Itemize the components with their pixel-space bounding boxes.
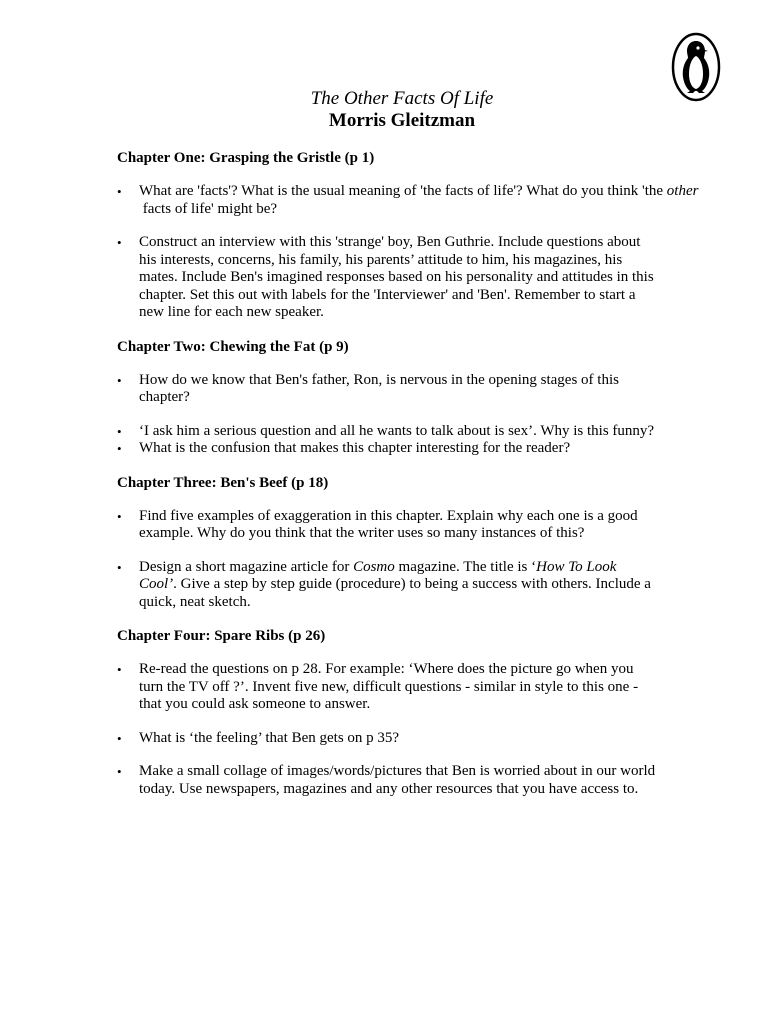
list-item bbox=[117, 508, 657, 543]
list-item-text: Make a small collage of images/words/pictures that Ben is worried about in our world today. Use newspapers, magazines and any other resources that you have access to. bbox=[139, 763, 656, 797]
document-title: The Other Facts Of Life bbox=[310, 88, 494, 109]
list-item bbox=[117, 183, 699, 218]
bullet-icon: • bbox=[117, 372, 122, 388]
document-author: Morris Gleitzman bbox=[328, 110, 476, 131]
list-item-text: What are 'facts'? What is the usual meaning of 'the facts of life'? What do you think 'the other facts of life' might be? bbox=[139, 183, 699, 217]
bullet-icon: • bbox=[117, 559, 122, 575]
emphasis-text: other bbox=[666, 183, 699, 199]
list-item bbox=[117, 730, 657, 748]
magazine-name: Cosmo bbox=[353, 558, 395, 575]
chapter-one-list bbox=[117, 183, 699, 322]
list-item-text: Construct an interview with this 'strange' boy, Ben Guthrie. Include questions about his interests, concerns, his family, his parents’ attitude to him, his magazines, his mates. Include Ben's imagined responses based on his personality and attitudes in this chapter. Set this out with labels for the 'Interviewer' and 'Ben'. Remember to start a new line for each new speaker. bbox=[139, 234, 654, 320]
title-block bbox=[117, 88, 657, 132]
list-item-text: What is ‘the feeling’ that Ben gets on p 35? bbox=[139, 729, 400, 746]
list-item bbox=[117, 234, 657, 322]
chapter-one-heading: Chapter One: Grasping the Gristle (p 1) bbox=[117, 150, 375, 166]
bullet-icon: • bbox=[117, 423, 122, 439]
list-item-text: Re-read the questions on p 28. For example: ‘Where does the picture go when you turn the TV off ?’. Invent five new, difficult questions - similar in style to this one - that you could ask someone to answer. bbox=[139, 661, 639, 712]
chapter-four-heading: Chapter Four: Spare Ribs (p 26) bbox=[117, 628, 326, 644]
article-title: How To Look Cool’ bbox=[139, 558, 617, 592]
bullet-icon: • bbox=[117, 730, 122, 746]
list-item bbox=[117, 423, 657, 441]
list-item bbox=[117, 559, 657, 612]
chapter-four-list bbox=[117, 661, 657, 798]
list-item-text: Find five examples of exaggeration in this chapter. Explain why each one is a good example. Why do you think that the writer uses so many instances of this? bbox=[139, 507, 638, 541]
list-item-text: ‘I ask him a serious question and all he wants to talk about is sex’. Why is this funny? bbox=[139, 422, 655, 439]
bullet-icon: • bbox=[117, 508, 122, 524]
list-item-text: How do we know that Ben's father, Ron, is nervous in the opening stages of this chapter? bbox=[139, 371, 619, 405]
bullet-icon: • bbox=[117, 441, 122, 456]
list-item-text: What is the confusion that makes this chapter interesting for the reader? bbox=[139, 440, 571, 456]
penguin-logo-icon bbox=[671, 32, 721, 102]
bullet-icon: • bbox=[117, 184, 122, 199]
bullet-icon: • bbox=[117, 235, 122, 250]
chapter-two-list bbox=[117, 372, 657, 458]
bullet-icon: • bbox=[117, 662, 122, 677]
chapter-three-heading: Chapter Three: Ben's Beef (p 18) bbox=[117, 474, 329, 491]
list-item-text: Design a short magazine article for Cosmo magazine. The title is ‘How To Look Cool’. Give a step by step guide (procedure) to being a success with others. Include a quick, neat sketch. bbox=[139, 558, 651, 610]
list-item bbox=[117, 440, 657, 458]
list-item bbox=[117, 372, 657, 407]
list-item bbox=[117, 661, 657, 714]
bullet-icon: • bbox=[117, 764, 122, 779]
document-page bbox=[117, 88, 699, 814]
list-item bbox=[117, 763, 657, 798]
chapter-three-list bbox=[117, 508, 657, 612]
chapter-two-heading: Chapter Two: Chewing the Fat (p 9) bbox=[117, 338, 349, 355]
